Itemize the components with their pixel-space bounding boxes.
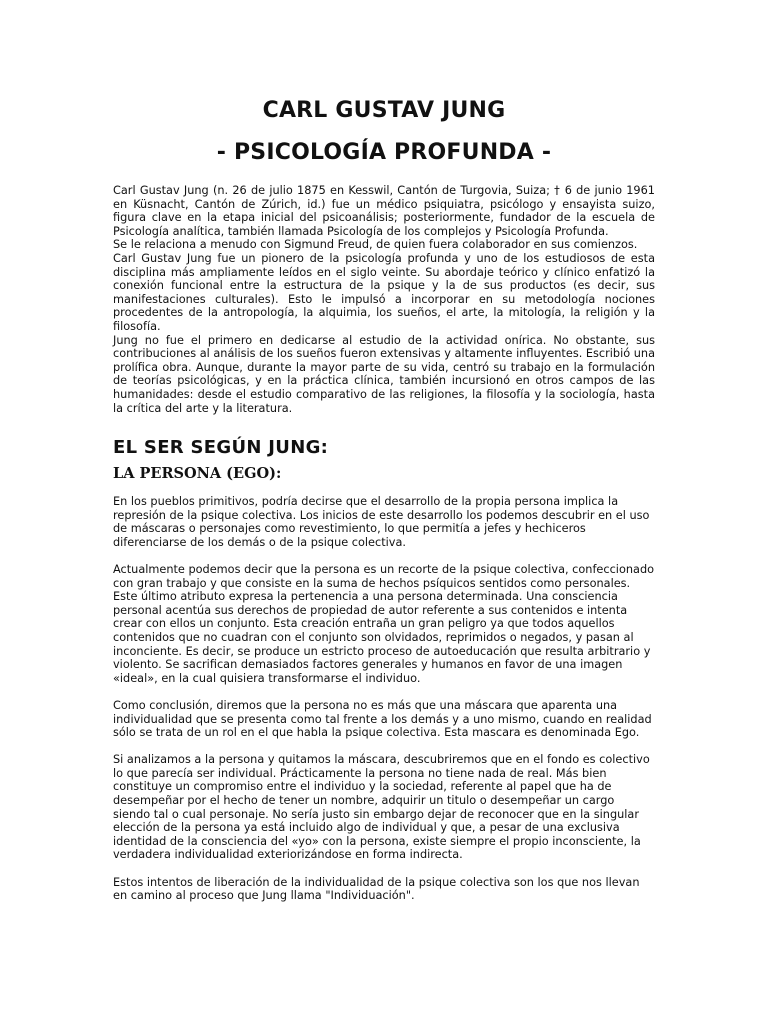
document-title: CARL GUSTAV JUNG [262, 98, 506, 123]
body-paragraph: Estos intentos de liberación de la individualidad de la psique colectiva son los que nos llevan en camino al proceso que Jung llama "Individuación". [113, 875, 640, 903]
intro-paragraph: Carl Gustav Jung (n. 26 de julio 1875 en Kesswil, Cantón de Turgovia, Suiza; † 6 de junio 1961 en Küsnacht, Cantón de Zúrich, id.) fue un médico psiquiatra, psicólogo y ensayista suizo, figura clave en la etapa inicial del psicoanálisis; posteriormente, fundador de la escuela de Psicología analítica, también llamada Psicología de los complejos y Psicología Profunda. [113, 184, 655, 238]
intro-section [113, 184, 655, 415]
body-paragraph: Si analizamos a la persona y quitamos la máscara, descubriremos que en el fondo es colectivo lo que parecía ser individual. Prácticamente la persona no tiene nada de real. Más bien constituye un compromiso entre el individuo y la sociedad, referente al papel que ha de desempeñar por el hecho de tener un nombre, adquirir un titulo o desempeñar un cargo siendo tal o cual personaje. No sería justo sin embargo dejar de reconocer que en la singular elección de la persona ya está incluido algo de individual y que, a pesar de una exclusiva identidad de la consciencia del «yo» con la persona, existe siempre el propio inconsciente, la verdadera individualidad exteriorizándose en forma indirecta. [113, 753, 650, 862]
body-section [113, 495, 655, 916]
intro-paragraph: Carl Gustav Jung fue un pionero de la psicología profunda y uno de los estudiosos de esta disciplina más ampliamente leídos en el siglo veinte. Su abordaje teórico y clínico enfatizó la conexión funcional entre la estructura de la psique y la de sus productos (es decir, sus manifestaciones culturales). Esto le impulsó a incorporar en su metodología nociones procedentes de la antropología, la alquimia, los sueños, el arte, la mitología, la religión y la filosofía. [113, 251, 655, 333]
intro-paragraph: Se le relaciona a menudo con Sigmund Freud, de quien fuera colaborador en sus comienzos. [113, 238, 638, 252]
document-subtitle: - PSICOLOGÍA PROFUNDA - [216, 140, 552, 165]
body-paragraph: Actualmente podemos decir que la persona es un recorte de la psique colectiva, confeccionado con gran trabajo y que consiste en la suma de hechos psíquicos sentidos como personales. Este último atributo expresa la pertenencia a una persona determinada. Una consciencia personal acentúa sus derechos de propiedad de autor referente a sus contenidos e intenta crear con ellos un conjunto. Esta creación entraña un gran peligro ya que todos aquellos contenidos que no cuadran con el conjunto son olvidados, reprimidos o negados, y pasan al inconciente. Es decir, se produce un estricto proceso de autoeducación que resulta arbitrario y violento. Se sacrifican demasiados factores generales y humanos en favor de una imagen «ideal», en la cual quisiera transformarse el individuo. [113, 562, 655, 685]
intro-paragraph: Jung no fue el primero en dedicarse al estudio de la actividad onírica. No obstante, sus contribuciones al análisis de los sueños fueron extensivas y altamente influyentes. Escribió una prolífica obra. Aunque, durante la mayor parte de su vida, centró su trabajo en la formulación de teorías psicológicas, y en la práctica clínica, también incursionó en otros campos de las humanidades: desde el estudio comparativo de las religiones, la filosofía y la sociología, hasta la crítica del arte y la literatura. [113, 333, 655, 415]
section-heading: EL SER SEGÚN JUNG: [113, 437, 329, 458]
body-paragraph: En los pueblos primitivos, podría decirse que el desarrollo de la propia persona implica la represión de la psique colectiva. Los inicios de este desarrollo los podemos descubrir en el uso de máscaras o personajes como revestimiento, lo que permitía a jefes y hechiceros diferenciarse de los demás o de la psique colectiva. [113, 495, 650, 549]
subsection-heading: LA PERSONA (EGO): [113, 465, 282, 482]
body-paragraph: Como conclusión, diremos que la persona no es más que una máscara que aparenta una individualidad que se presenta como tal frente a los demás y a uno mismo, cuando en realidad sólo se trata de un rol en el que habla la psique colectiva. Esta mascara es denominada Ego. [113, 698, 652, 740]
